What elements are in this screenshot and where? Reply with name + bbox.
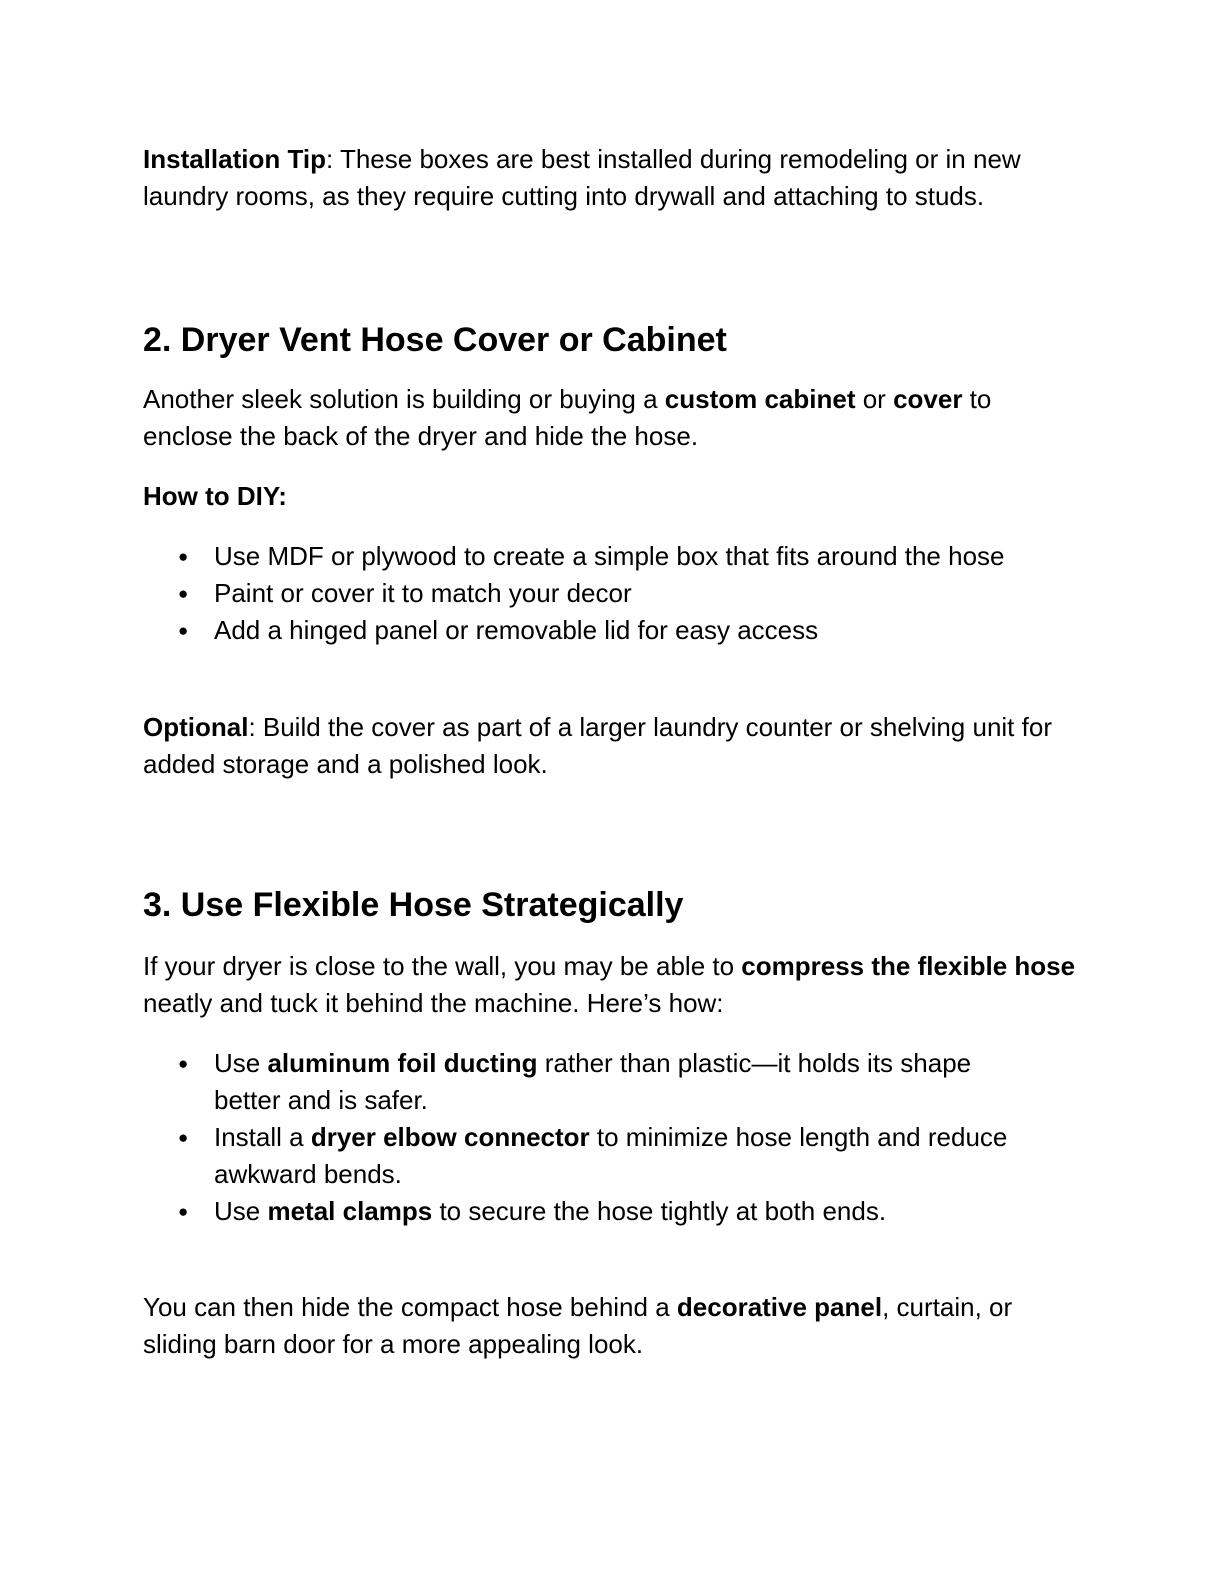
- cover-bold: cover: [893, 384, 963, 414]
- section-2-intro: Another sleek solution is building or buying a custom cabinet or cover to enclose the back of the dryer and hide the hose.: [143, 384, 992, 451]
- installation-tip-paragraph: [143, 141, 1083, 215]
- section-3-intro: If your dryer is close to the wall, you may be able to compress the flexible hose neatly and tuck it behind the machine. Here’s how:: [143, 951, 1076, 1018]
- closing-paragraph: You can then hide the compact hose behind a decorative panel, curtain, or sliding barn door for a more appealing look.: [143, 1292, 1013, 1359]
- hose-tips-list: [143, 1045, 1083, 1230]
- section-2-heading: 2. Dryer Vent Hose Cover or Cabinet: [143, 321, 727, 359]
- optional-paragraph: [143, 709, 1083, 783]
- installation-tip-label: Installation Tip: [143, 144, 326, 174]
- diy-list: [143, 538, 1083, 649]
- how-to-diy-label: How to DIY:: [143, 481, 287, 511]
- optional-label: Optional: [143, 712, 249, 742]
- decorative-panel-bold: decorative panel: [676, 1292, 883, 1322]
- list-item: ● Use metal clamps to secure the hose tightly at both ends.: [214, 1193, 1043, 1230]
- custom-cabinet-bold: custom cabinet: [664, 384, 856, 414]
- list-item: ● Use MDF or plywood to create a simple box that fits around the hose: [214, 538, 1083, 575]
- list-item: ● Paint or cover it to match your decor: [214, 575, 1083, 612]
- list-item: ● Install a dryer elbow connector to minimize hose length and reduce awkward bends.: [214, 1119, 1043, 1193]
- installation-tip-text: : These boxes are best installed during remodeling or in new laundry rooms, as they require cutting into drywall and attaching to studs.: [143, 144, 1021, 211]
- compress-hose-bold: compress the flexible hose: [741, 951, 1076, 981]
- list-item: ● Add a hinged panel or removable lid for easy access: [214, 612, 1083, 649]
- list-item: ● Use aluminum foil ducting rather than plastic—it holds its shape better and is safer.: [214, 1045, 1043, 1119]
- document-page: [143, 141, 1083, 1363]
- section-3-heading: 3. Use Flexible Hose Strategically: [143, 886, 684, 924]
- optional-text: : Build the cover as part of a larger laundry counter or shelving unit for added storage and a polished look.: [143, 712, 1052, 779]
